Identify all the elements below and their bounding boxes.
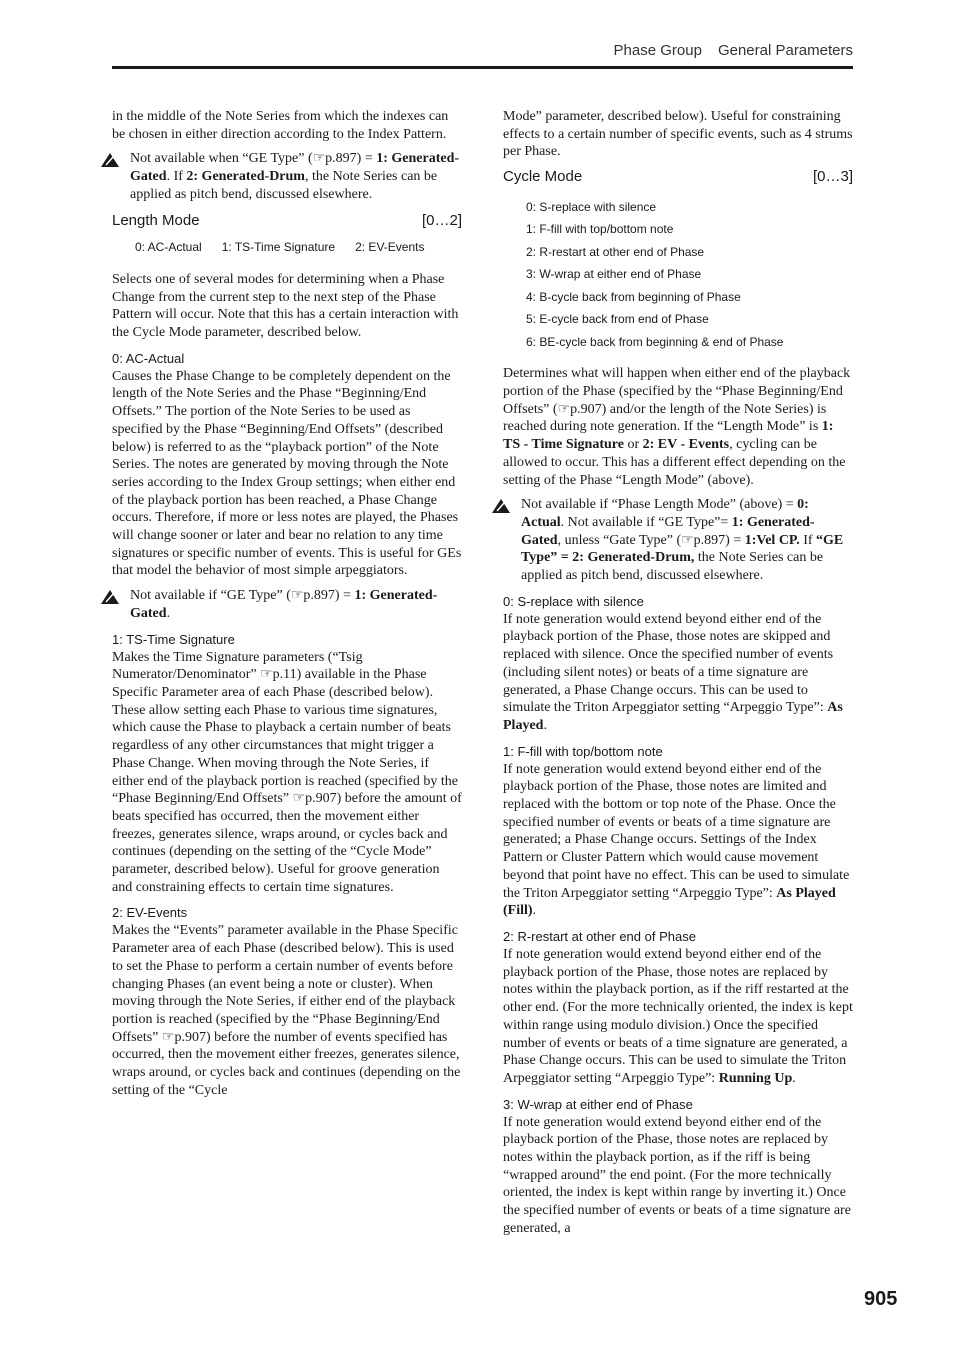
header-rule bbox=[112, 66, 853, 69]
option-item: 0: S-replace with silence bbox=[526, 199, 657, 214]
option-item: 5: E-cycle back from end of Phase bbox=[526, 312, 709, 327]
parameter-range: [0…3] bbox=[812, 168, 853, 186]
option-description: If note generation would extend beyond either end of the playback portion of the Phase, those notes are limited and replaced with the bottom or top note of the Phase. Once the specified number of events or beats of a time signature are generated; a Phase Change occurs. Settings of the Index Pattern or Cluster Pattern which would cause movement beyond that point have no effect. This can be used to simulate the Triton Arpeggiator setting “Arpeggio Type”: As Played (Fill). bbox=[503, 761, 850, 919]
parameter-heading bbox=[503, 168, 853, 186]
right-column bbox=[503, 108, 853, 1245]
option-item: 6: BE-cycle back from beginning & end of Phase bbox=[526, 334, 784, 349]
option-heading: 1: TS-Time Signature bbox=[112, 631, 235, 647]
caution-icon bbox=[100, 589, 120, 605]
parameter-heading bbox=[112, 212, 462, 230]
breadcrumb bbox=[598, 42, 853, 59]
option-description: If note generation would extend beyond either end of the playback portion of the Phase, those notes are replaced by notes within the playback portion, as if the riff restarted at the other end. (For the more technically oriented, the index is kept within range using modulo division.) Once the specified number of events or beats of a time signature are generated, a Phase Change occurs. This can be used to simulate the Triton Arpeggiator setting “Arpeggio Type”: Running Up. bbox=[503, 947, 853, 1086]
option-description: Causes the Phase Change to be completely dependent on the length of the Note Series and the Phase “Beginning/End Offsets.” The portion of the Note Series to be used as specified by the Phase “Beginning/End Offsets” (described below) is referred to as the “playback portion” of the Note Series. The notes are generated by moving through the Note series according to the Index Group settings; when either end of the playback portion has been reached, a Phase Change occurs. Therefore, if more or less notes are played, the Phases will change sooner or later and bear no relation to any time signatures or specific number of events. This is useful for GEs that model the behavior of most simple arpeggiators. bbox=[112, 368, 462, 579]
intro-paragraph: in the middle of the Note Series from which the indexes can be chosen in either direction according to the Index Pattern. bbox=[112, 109, 449, 142]
caution-icon bbox=[100, 152, 120, 168]
option-heading: 2: R-restart at other end of Phase bbox=[503, 929, 696, 944]
section-title: Phase Group bbox=[613, 42, 702, 59]
option-heading: 0: S-replace with silence bbox=[503, 593, 644, 609]
option-list bbox=[135, 239, 462, 257]
option-item: 2: EV-Events bbox=[355, 240, 425, 255]
page-header bbox=[112, 40, 853, 70]
parameter-name: Length Mode bbox=[112, 211, 200, 229]
subsection-title: General Parameters bbox=[717, 42, 853, 59]
caution-note: Not available if “GE Type” (☞p.897) = 1: Generated-Gated. bbox=[112, 587, 462, 622]
option-description: Makes the “Events” parameter available in the Phase Specific Parameter area of each Phase (described below). This is used to set the Phase to perform a certain number of events before changing Phases (an event being a note or cluster). When moving through the Note Series, if either end of the playback portion is reached (specified by the “Phase Beginning/End Offsets” ☞p.907) before the number of events specified has occurred, then the movement either freezes, generates silence, wraps around, or cycles back and continues (depending on the setting of the “Cycle bbox=[112, 923, 461, 1098]
option-heading: 1: F-fill with top/bottom note bbox=[503, 743, 663, 759]
continued-paragraph: Mode” parameter, described below). Useful for constraining effects to a certain number of specific events, such as 4 strums per Phase. bbox=[503, 109, 853, 160]
left-column bbox=[112, 108, 462, 1106]
option-description: If note generation would extend beyond either end of the playback portion of the Phase, those notes are skipped and replaced with silence. Once the specified number of events (including silent notes) or beats of a time signature are generated, a Phase Change occurs. This can be used to simulate the Triton Arpeggiator setting “Arpeggio Type”: As Played. bbox=[503, 611, 843, 733]
parameter-range: [0…2] bbox=[421, 211, 462, 229]
parameter-description: Determines what will happen when either end of the playback portion of the Phase (specified by the “Phase Beginning/End Offsets” (☞p.907) and/or the length of the Note Series) is reached during note generation. If the “Length Mode” is 1: TS - Time Signature or 2: EV - Events, cycling can be allowed to occur. This has a different effect depending on the setting of the Phase “Length Mode” (above). bbox=[503, 366, 851, 488]
option-heading: 0: AC-Actual bbox=[112, 350, 185, 366]
caution-note: Not available if “Phase Length Mode” (above) = 0: Actual. Not available if “GE Type”= 1: Generated-Gated, unless “Gate Type” (☞p.897) = 1:Vel CP. If “GE Type” = 2: Generated-Drum, the Note Series can be applied as pitch bend, discussed elsewhere. bbox=[503, 496, 853, 585]
option-item: 3: W-wrap at either end of Phase bbox=[526, 267, 702, 282]
option-list bbox=[526, 196, 853, 354]
option-description: If note generation would extend beyond either end of the playback portion of the Phase, those notes are replaced by notes within the playback portion, as if the riff is being “wrapped around” the end point. (For the more technically oriented, the index is kept within range by inverting it.) Once the specified number of events or beats of a time signature are generated, a bbox=[503, 1114, 851, 1236]
caution-icon bbox=[491, 498, 511, 514]
option-item: 1: F-fill with top/bottom note bbox=[526, 222, 674, 237]
page-number: 905 bbox=[864, 1288, 898, 1310]
option-item: 0: AC-Actual bbox=[135, 240, 202, 255]
option-item: 1: TS-Time Signature bbox=[221, 240, 336, 255]
caution-note: Not available when “GE Type” (☞p.897) = 1: Generated-Gated. If 2: Generated-Drum, the Note Series can be applied as pitch bend, discussed elsewhere. bbox=[112, 150, 462, 203]
option-item: 2: R-restart at other end of Phase bbox=[526, 244, 705, 259]
parameter-description: Selects one of several modes for determining when a Phase Change from the current step to the next step of the Phase Pattern will occur. Note that this has a certain interaction with the Cycle Mode parameter, described below. bbox=[112, 271, 459, 341]
option-item: 4: B-cycle back from beginning of Phase bbox=[526, 289, 741, 304]
option-description: Makes the Time Signature parameters (“Tsig Numerator/Denominator” ☞p.11) available in the Phase Specific Parameter area of each Phase (described below). These allow setting each Phase to various time signatures, which cause the Phase to playback a certain number of beats regardless of any other circumstances that might trigger a Phase Change. When moving through the Note Series, if either end of the playback portion is reached (specified by the “Phase Beginning/End Offsets” ☞p.907) before the amount of beats specified has occurred, then the movement either freezes, generates silence, wraps around, or cycles back and continues (depending on the setting of the “Cycle Mode” parameter, described below). Useful for groove generation and constraining effects to certain time signatures. bbox=[112, 649, 462, 895]
option-heading: 2: EV-Events bbox=[112, 905, 188, 921]
parameter-name: Cycle Mode bbox=[503, 168, 583, 186]
option-heading: 3: W-wrap at either end of Phase bbox=[503, 1096, 693, 1112]
